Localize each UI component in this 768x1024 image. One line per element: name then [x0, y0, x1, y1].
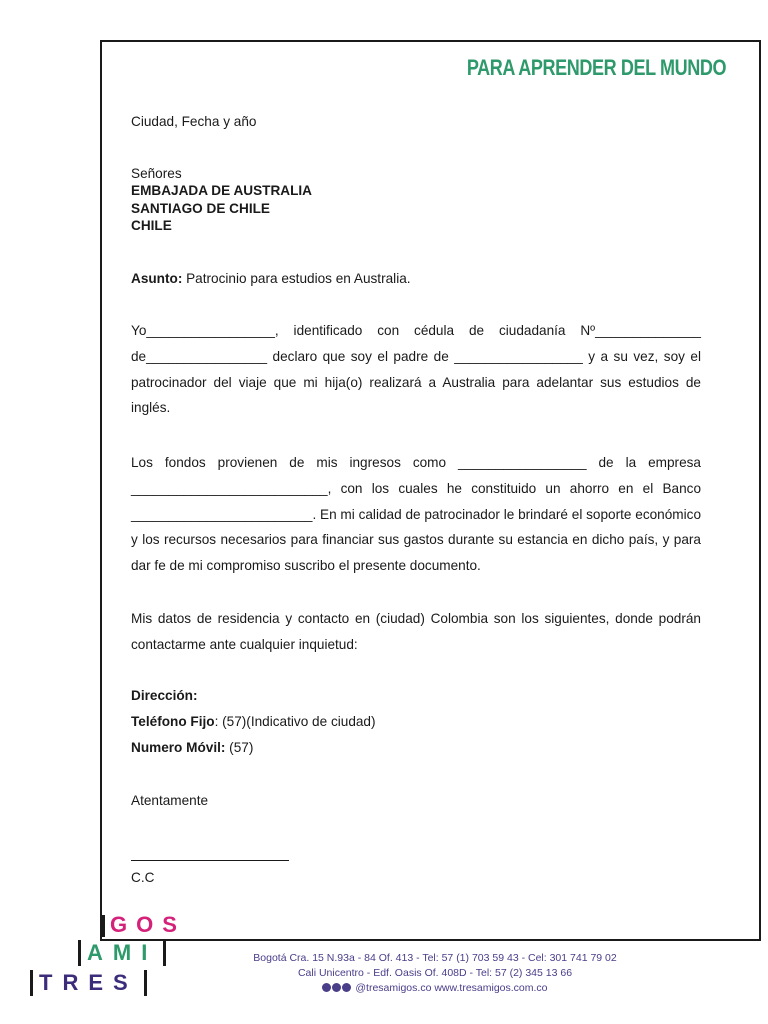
phone-line [131, 714, 376, 729]
footer-web: @tresamigos.co www.tresamigos.com.co [355, 982, 548, 994]
footer-social [210, 982, 660, 994]
logo-tick [102, 915, 105, 937]
date-line: Ciudad, Fecha y año [131, 114, 257, 129]
brand-tagline: PARA APRENDER DEL MUNDO [466, 55, 726, 80]
closing: Atentamente [131, 793, 209, 808]
footer-bogota: Bogotá Cra. 15 N.93a - 84 Of. 413 - Tel: 57 (1) 703 59 43 - Cel: 301 741 79 02 [253, 952, 617, 964]
paragraph-funds: Los fondos provienen de mis ingresos como _________________ de la empresa __________________________, con los cuales he constituido un ahorro en el Banco ________________________. En mi calidad de patrocinador le brindaré el soporte económico y los recursos necesarios para financiar sus gastos durante su estancia en dicho país, y para dar fe de mi compromiso suscribo el presente documento. [131, 455, 701, 574]
subject-line [131, 271, 411, 286]
paragraph-contact: Mis datos de residencia y contacto en (ciudad) Colombia son los siguientes, donde podrán contactarme ante cualquier inquietud: [131, 611, 701, 652]
recipient-line-1: EMBAJADA DE AUSTRALIA [131, 183, 312, 198]
mobile-line [131, 740, 253, 755]
logo-ami: AMI [78, 940, 166, 966]
salutation: Señores [131, 166, 182, 181]
phone-label: Teléfono Fijo [131, 714, 215, 729]
twitter-icon [342, 983, 351, 992]
logo-gos: GOS [110, 912, 186, 937]
recipient-line-3: CHILE [131, 218, 172, 233]
phone-value: (57)(Indicativo de ciudad) [218, 714, 376, 729]
phone-colon: : [214, 714, 219, 729]
signature-line [131, 860, 289, 861]
company-logo [30, 912, 186, 1002]
logo-tres: TRES [30, 970, 147, 996]
signature-caption: C.C [131, 870, 155, 885]
subject-label: Asunto: [131, 271, 183, 286]
facebook-icon [332, 983, 341, 992]
mobile-label: Numero Móvil: [131, 740, 226, 755]
mobile-value: (57) [225, 740, 254, 755]
recipient-line-2: SANTIAGO DE CHILE [131, 201, 270, 216]
subject-text: Patrocinio para estudios en Australia. [182, 271, 411, 286]
footer-cali: Cali Unicentro - Edf. Oasis Of. 408D - Tel: 57 (2) 345 13 66 [297, 967, 573, 979]
instagram-icon [322, 983, 331, 992]
paragraph-sponsor: Yo_________________, identificado con cédula de ciudadanía Nº______________ de________________ declaro que soy el padre de _________________ y a su vez, soy el patrocinador del viaje que mi hija(o) realizará a Australia para adelantar sus estudios de inglés. [131, 323, 701, 416]
address-label: Dirección: [131, 688, 198, 703]
